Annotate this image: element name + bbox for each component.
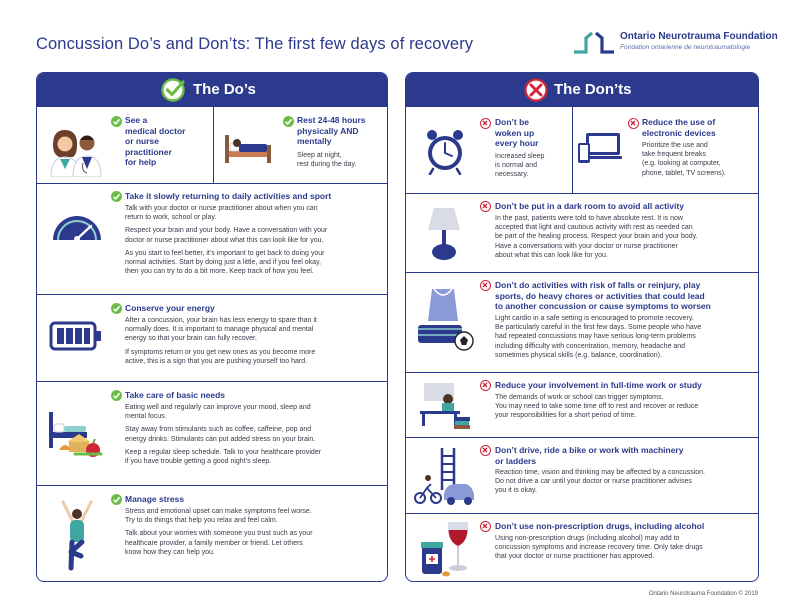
check-icon xyxy=(111,390,122,401)
manage-stress-section xyxy=(37,486,387,582)
check-icon xyxy=(283,116,294,127)
drugs-alcohol-body: Using non-prescription drugs (including alcohol) may add to concussion symptoms and increase recovery time. Only take drugs that your doctor or nurse practitioner has approved. xyxy=(495,535,703,561)
reduce-devices-heading: Reduce the use of electronic devices xyxy=(642,117,716,138)
dos-header-title: The Do’s xyxy=(193,81,256,98)
x-icon xyxy=(628,118,639,129)
speedometer-icon xyxy=(49,208,105,244)
dos-panel xyxy=(36,72,388,582)
basic-needs-heading: Take care of basic needs xyxy=(125,390,226,400)
x-icon xyxy=(480,521,491,532)
driving-heading: Don’t drive, ride a bike or work with machinery or ladders xyxy=(495,445,684,466)
check-icon xyxy=(111,494,122,505)
red-x-icon xyxy=(524,78,548,102)
lamp-icon xyxy=(426,206,462,262)
work-study-section xyxy=(406,373,758,437)
ladder-bike-car-icon xyxy=(414,446,476,508)
see-doctor-heading: See a medical doctor or nurse practitioner for help xyxy=(125,115,186,167)
copyright: Ontario Neurotrauma Foundation © 2019 xyxy=(648,591,758,597)
work-study-icon xyxy=(418,381,472,433)
donts-panel xyxy=(405,72,759,582)
basic-needs-section xyxy=(37,382,387,485)
logo xyxy=(572,30,778,58)
devices-icon xyxy=(578,131,622,165)
dark-room-section xyxy=(406,194,758,272)
yoga-icon xyxy=(57,498,97,572)
x-icon xyxy=(480,445,491,456)
work-study-heading: Reduce your involvement in full-time work or study xyxy=(495,380,702,390)
rest-body: Sleep at night, rest during the day. xyxy=(297,152,357,169)
drugs-alcohol-heading: Don’t use non-prescription drugs, including alcohol xyxy=(495,521,705,531)
x-icon xyxy=(480,280,491,291)
basic-needs-body: Eating well and regularly can improve your mood, sleep and mental focus. Stay away from stimulants such as coffee, caffeine, pop and energy drinks. Stimulants can put added stress on your brain. Keep a regular sleep schedule. Talk to your healthcare provider if you have trouble getting a good night’s sleep. xyxy=(125,404,321,466)
dos-row-1 xyxy=(37,107,387,183)
dont-wake-body: Increased sleep is normal and necessary. xyxy=(495,153,545,179)
take-it-slowly-heading: Take it slowly returning to daily activities and sport xyxy=(125,191,332,201)
bed-icon xyxy=(223,131,273,165)
donts-header-title: The Don’ts xyxy=(554,81,632,98)
row-1-divider xyxy=(213,107,214,183)
page-title: Concussion Do’s and Don’ts: The first few days of recovery xyxy=(36,35,474,53)
dont-wake-heading: Don’t be woken up every hour xyxy=(495,117,539,148)
manage-stress-body: Stress and emotional upset can make symptoms feel worse. Try to do things that help you relax and feel calm. Talk about your worries with someone you trust such as your healthcare provider, a family member or friend. Let others know how they can help you. xyxy=(125,508,313,556)
onf-logo-icon xyxy=(572,30,616,54)
driving-body: Reaction time, vision and thinking may be affected by a concussion. Do not drive a car until your doctor or nurse practitioner advises you it is okay. xyxy=(495,469,705,495)
check-icon xyxy=(111,303,122,314)
check-icon xyxy=(111,191,122,202)
conserve-energy-section xyxy=(37,295,387,381)
x-icon xyxy=(480,201,491,212)
logo-name-fr: Fondation ontarienne de neurotraumatologie xyxy=(620,44,751,51)
doctor-nurse-icon xyxy=(47,127,105,177)
dos-header xyxy=(37,73,387,107)
reduce-devices-body: Prioritize the use and take frequent breaks (e.g. looking at computer, phone, tablet, TV screens). xyxy=(642,142,726,177)
battery-icon xyxy=(49,321,103,351)
dark-room-body: In the past, patients were told to have absolute rest. It is now accepted that light and cautious activity with rest as needed can be part of the healing process. Respect your brain and your body. Have a conversations with your doctor or nurse practitioner about what this can look like for you. xyxy=(495,215,698,259)
bed-food-icon xyxy=(47,410,107,462)
logo-name-en: Ontario Neurotrauma Foundation xyxy=(620,31,778,42)
donts-header xyxy=(406,73,758,107)
work-study-body: The demands of work or school can trigger symptoms. You may need to take some time off to rest and recover or reduce your responsibilities for a short period of time. xyxy=(495,394,699,420)
take-it-slowly-section xyxy=(37,184,387,294)
green-check-icon xyxy=(161,78,187,102)
risky-activities-heading: Don’t do activities with risk of falls or reinjury, play sports, do heavy chores or activities that could lead to another concussion or cause symptoms to worsen xyxy=(495,280,711,311)
risky-activities-section xyxy=(406,273,758,372)
risky-activities-body: Light cardio in a safe setting is encouraged to promote recovery. Be particularly careful in the first few days. Some people who have had repeated concussions may have serious long-term problems including difficulty with concentration, memory, headache and sometimes physical skills (e.g. balance, coordination). xyxy=(495,315,702,359)
check-icon xyxy=(111,116,122,127)
dark-room-heading: Don’t be put in a dark room to avoid all activity xyxy=(495,201,684,211)
alarm-clock-icon xyxy=(424,127,466,175)
sports-icon xyxy=(414,287,474,353)
donts-row-1 xyxy=(406,107,758,193)
drugs-alcohol-section xyxy=(406,514,758,582)
x-icon xyxy=(480,118,491,129)
take-it-slowly-body: Talk with your doctor or nurse practitioner about when you can return to work, school or play. Respect your brain and your body. Have a conversation with your doctor or nurse practitioner about what this can look like for you. As you start to feel better, it’s important to get back to doing your normal activities. Start by doing just a little, and if you feel okay, then you can try to do a bit more. Keep track of how you feel. xyxy=(125,205,328,276)
rest-heading: Rest 24-48 hours physically AND mentally xyxy=(297,115,366,146)
row-1-divider xyxy=(572,107,573,193)
x-icon xyxy=(480,380,491,391)
manage-stress-heading: Manage stress xyxy=(125,494,185,504)
wine-pills-icon xyxy=(418,520,474,578)
driving-section xyxy=(406,438,758,513)
conserve-energy-heading: Conserve your energy xyxy=(125,303,215,313)
conserve-energy-body: After a concussion, your brain has less energy to spare than it normally does. It is important to manage physical and mental energy so that your brain can fully recover. If symptoms return or you get new ones as you become more active, this is a sign that you are pushing yourself too hard. xyxy=(125,317,317,365)
